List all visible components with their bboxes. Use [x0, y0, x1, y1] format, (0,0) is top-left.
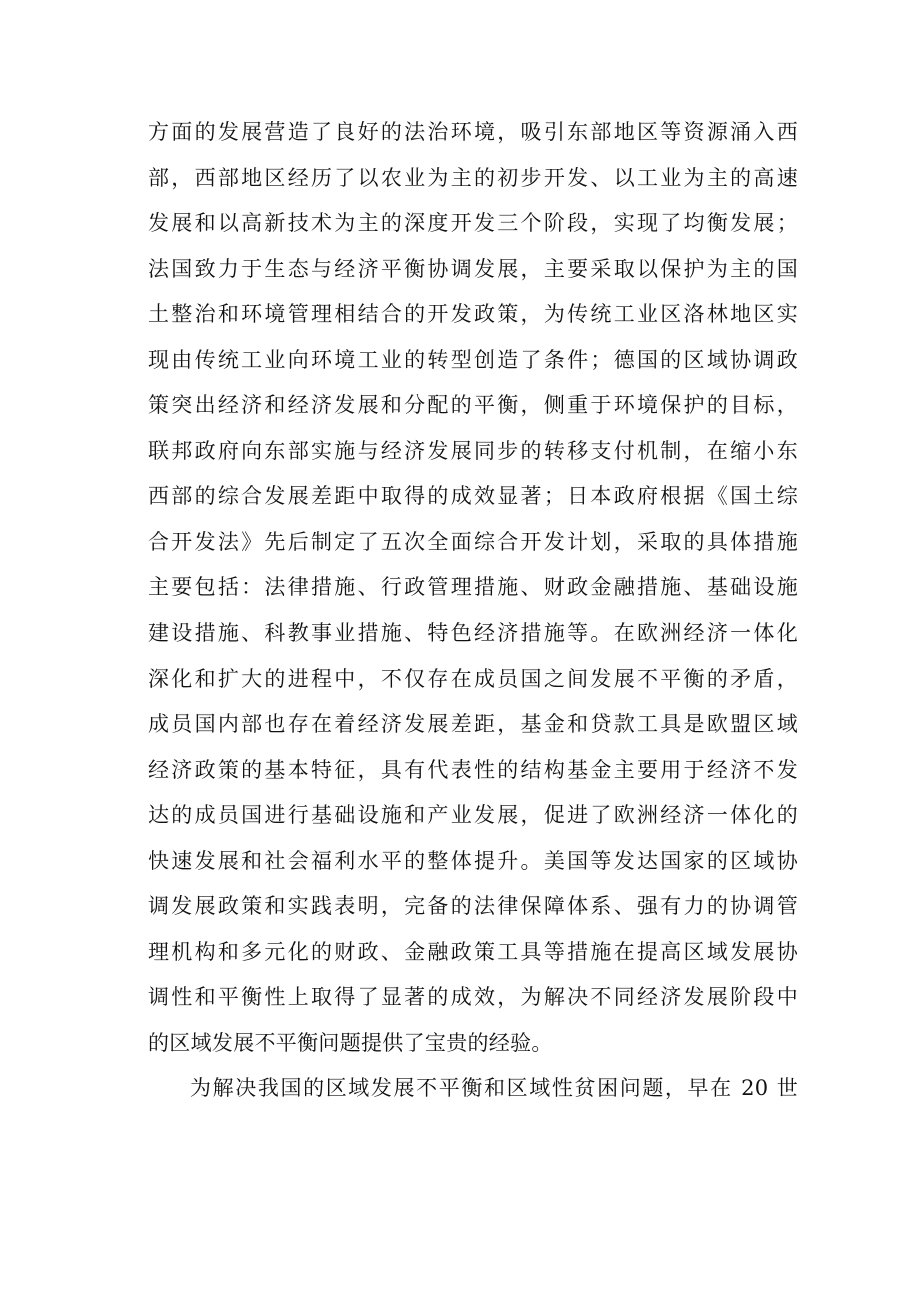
text-line: 深化和扩大的进程中，不仅存在成员国之间发展不平衡的矛盾， [148, 666, 798, 691]
paragraph [148, 1066, 798, 1112]
paragraph [148, 110, 798, 1066]
text-line: 达的成员国进行基础设施和产业发展，促进了欧洲经济一体化的 [148, 803, 798, 828]
text-line: 方面的发展营造了良好的法治环境，吸引东部地区等资源涌入西 [148, 120, 798, 144]
text-line: 法国致力于生态与经济平衡协调发展，主要采取以保护为主的国 [148, 256, 798, 281]
text-line: 理机构和多元化的财政、金融政策工具等措施在提高区域发展协 [148, 939, 798, 964]
text-line: 调性和平衡性上取得了显著的成效，为解决不同经济发展阶段中 [148, 985, 798, 1010]
text-line: 主要包括：法律措施、行政管理措施、财政金融措施、基础设施 [148, 575, 798, 600]
text-line: 合开发法》先后制定了五次全面综合开发计划，采取的具体措施 [148, 529, 798, 554]
text-line: 经济政策的基本特征，具有代表性的结构基金主要用于经济不发 [148, 757, 798, 782]
text-line: 部，西部地区经历了以农业为主的初步开发、以工业为主的高速 [148, 165, 798, 190]
text-line: 发展和以高新技术为主的深度开发三个阶段，实现了均衡发展； [148, 211, 798, 236]
text-line: 现由传统工业向环境工业的转型创造了条件；德国的区域协调政 [148, 347, 798, 372]
text-line: 土整治和环境管理相结合的开发政策，为传统工业区洛林地区实 [148, 302, 798, 327]
text-line: 联邦政府向东部实施与经济发展同步的转移支付机制，在缩小东 [148, 438, 798, 463]
text-line: 调发展政策和实践表明，完备的法律保障体系、强有力的协调管 [148, 894, 798, 919]
text-line: 快速发展和社会福利水平的整体提升。美国等发达国家的区域协 [148, 848, 798, 873]
text-line: 建设措施、科教事业措施、特色经济措施等。在欧洲经济一体化 [148, 621, 798, 646]
body-text [148, 110, 798, 1112]
text-line: 西部的综合发展差距中取得的成效显著；日本政府根据《国土综 [148, 484, 798, 509]
text-line: 成员国内部也存在着经济发展差距，基金和贷款工具是欧盟区域 [148, 712, 798, 737]
text-line: 的区域发展不平衡问题提供了宝贵的经验。 [148, 1030, 553, 1055]
text-line: 为解决我国的区域发展不平衡和区域性贫困问题，早在 20 世 [190, 1076, 798, 1101]
text-line: 策突出经济和经济发展和分配的平衡，侧重于环境保护的目标， [148, 393, 798, 418]
